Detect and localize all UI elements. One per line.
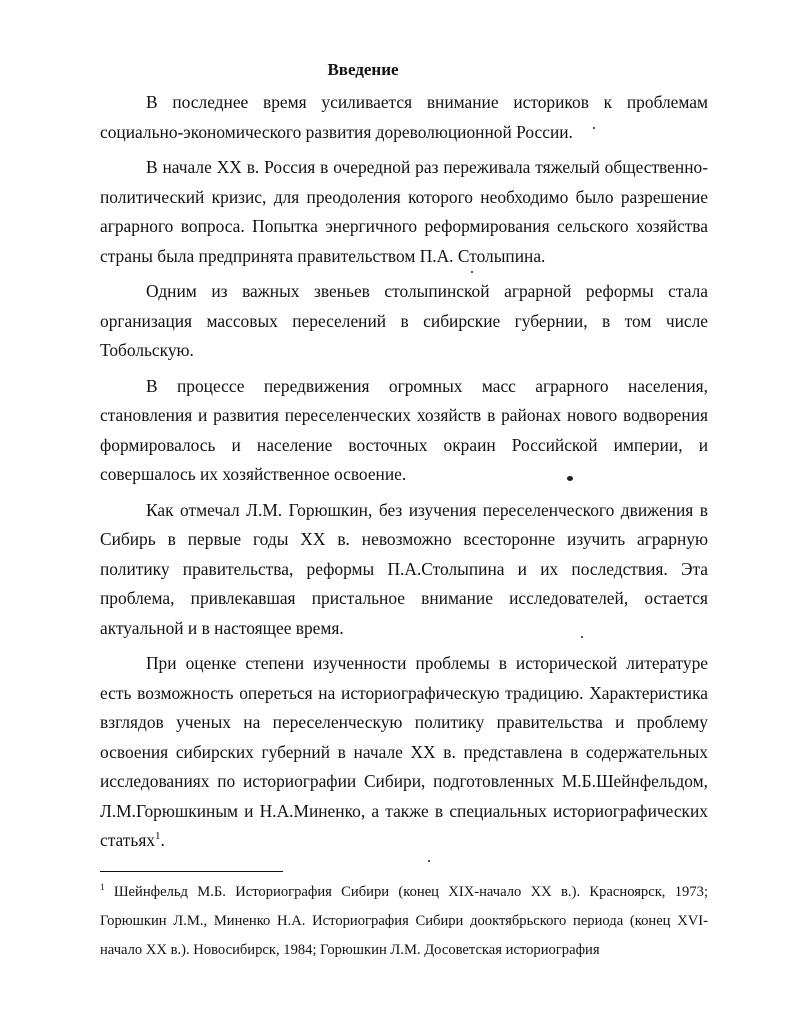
paragraph-6-text: При оценке степени изученности проблемы в исторической литературе есть возможность опереться на историографическую традицию. Характеристика взглядов ученых на переселенческую политику правительства и проблему освоения сибирских губерний в начале XX в. представлена в содержательных исследованиях по историографии Сибири, подготовленных М.Б.Шейнфельдом, Л.М.Горюшкиным и Н.А.Миненко, а также в специальных историографических статьях [100, 653, 708, 850]
page-title: Введение [327, 60, 399, 79]
paragraph-4: В процессе передвижения огромных масс аграрного населения, становления и развития переселенческих хозяйств в районах нового водворения формировалось и население восточных окраин Российской империи, и совершалось их хозяйственное освоение. [100, 375, 708, 484]
scan-speck [471, 271, 473, 273]
scan-speck [567, 476, 573, 481]
footnote-text: Шейнфельд М.Б. Историография Сибири (конец XIX-начало XX в.). Красноярск, 1973; Горюшкин Л.М., Миненко Н.А. Историография Сибири дооктябрьского периода (конец XVI-начало XX в.). Новосибирск, 1984; Горюшкин Л.М. Досоветская историография [100, 884, 709, 958]
paragraph-2: В начале XX в. Россия в очередной раз переживала тяжелый общественно-политический кризис, для преодоления которого необходимо было разрешение аграрного вопроса. Попытка энергичного реформирования сельского хозяйства страны была предпринята правительством П.А. Столыпина. [100, 157, 708, 266]
scan-speck [581, 636, 583, 638]
paragraph-5: Как отмечал Л.М. Горюшкин, без изучения переселенческого движения в Сибирь в первые годы XX в. невозможно всесторонне изучить аграрную политику правительства, реформы П.А.Столыпина и их последствия. Эта проблема, привлекавшая пристальное внимание исследователей, остается актуальной и в настоящее время. [100, 499, 708, 638]
paragraph-6-period: . [160, 830, 165, 850]
footnote-number: 1 [100, 882, 105, 893]
paragraph-1: В последнее время усиливается внимание историков к проблемам социально-экономического развития дореволюционной России. [100, 92, 708, 142]
body-text [100, 88, 708, 856]
paragraph-6 [100, 649, 708, 856]
footnote-divider [100, 871, 283, 872]
paragraph-3: Одним из важных звеньев столыпинской аграрной реформы стала организация массовых переселений в сибирские губернии, в том числе Тобольскую. [100, 281, 708, 360]
footnote [100, 878, 708, 965]
scan-speck [593, 127, 595, 129]
footnote-reference[interactable]: 1 [155, 830, 161, 843]
scan-speck [428, 860, 430, 862]
